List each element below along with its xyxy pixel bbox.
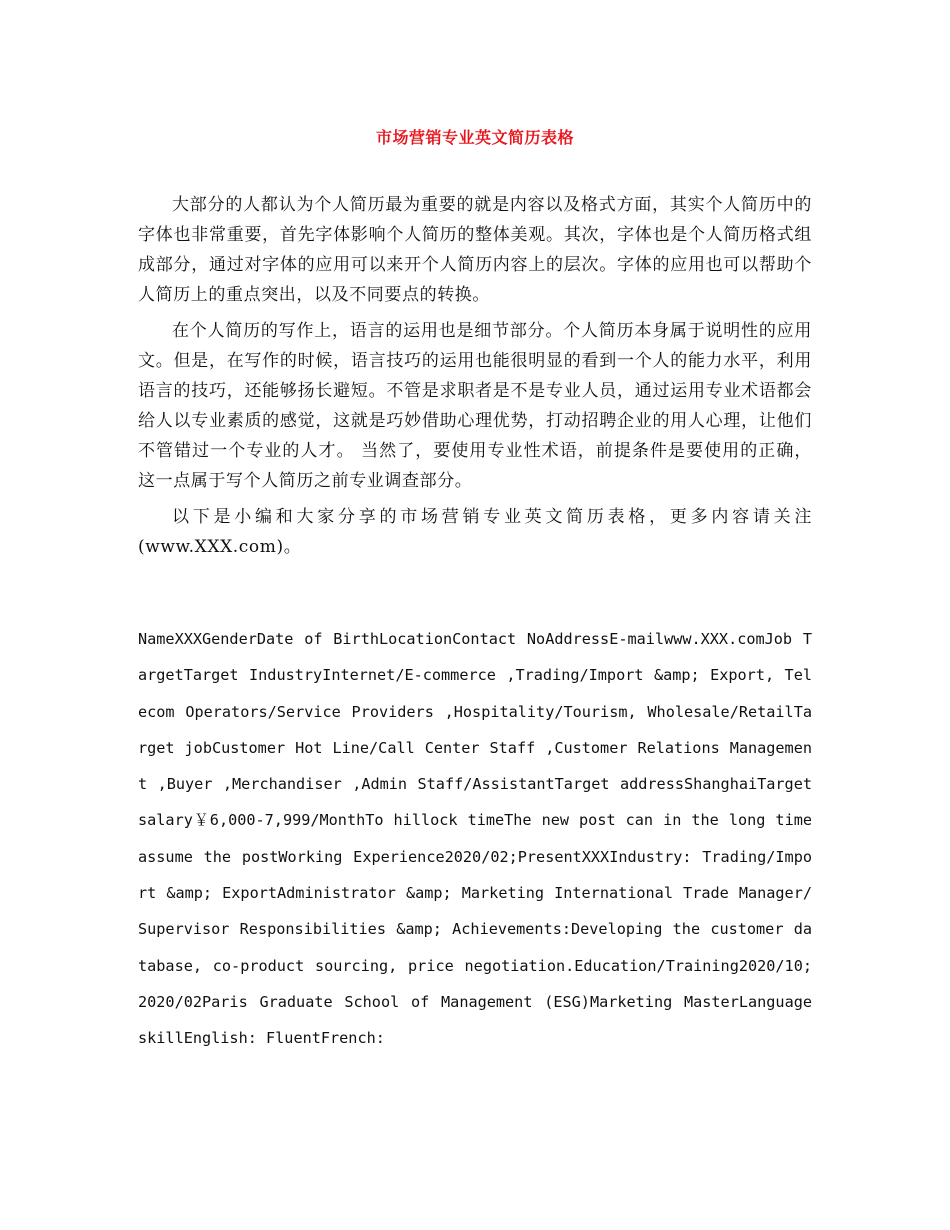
resume-content: NameXXXGenderDate of BirthLocationContact NoAddressE-mailwww.XXX.comJob TargetTarget IndustryInternet/E-commerce ,Trading/Import &amp; Export, Telecom Operators/Service Providers ,Hospitality/Tourism, Wholesale/RetailTarget jobCustomer Hot Line/Call Center Staff ,Customer Relations Management ,Buyer ,Merchandiser ,Admin Staff/AssistantTarget addressShanghaiTarget salary￥6,000-7,999/MonthTo hillock timeThe new post can in the long time assume the postWorking Experience2020/02;PresentXXXIndustry: Trading/Import &amp; ExportAdministrator &amp; Marketing International Trade Manager/Supervisor Responsibilities &amp; Achievements:Developing the customer database, co-product sourcing, price negotiation.Education/Training2020/10;2020/02Paris Graduate School of Management (ESG)Marketing MasterLanguage skillEnglish: FluentFrench: [138,630,812,1048]
paragraph-share: 以下是小编和大家分享的市场营销专业英文简历表格，更多内容请关注(www.XXX.com)。 [138,507,812,557]
document-title: 市场营销专业英文简历表格 [375,128,574,147]
paragraph-fonts: 大部分的人都认为个人简历最为重要的就是内容以及格式方面，其实个人简历中的字体也非常重要，首先字体影响个人简历的整体美观。其次，字体也是个人简历格式组成部分，通过对字体的应用可以来开个人简历内容上的层次。字体的应用也可以帮助个人简历上的重点突出，以及不同要点的转换。 [138,195,812,305]
paragraph-language: 在个人简历的写作上，语言的运用也是细节部分。个人简历本身属于说明性的应用文。但是，在写作的时候，语言技巧的运用也能很明显的看到一个人的能力水平，利用语言的技巧，还能够扬长避短。不管是求职者是不是专业人员，通过运用专业术语都会给人以专业素质的感觉，这就是巧妙借助心理优势，打动招聘企业的用人心理，让他们不管错过一个专业的人才。 当然了，要使用专业性术语，前提条件是要使用的正确，这一点属于写个人简历之前专业调查部分。 [138,321,812,491]
intro-body [138,190,812,568]
